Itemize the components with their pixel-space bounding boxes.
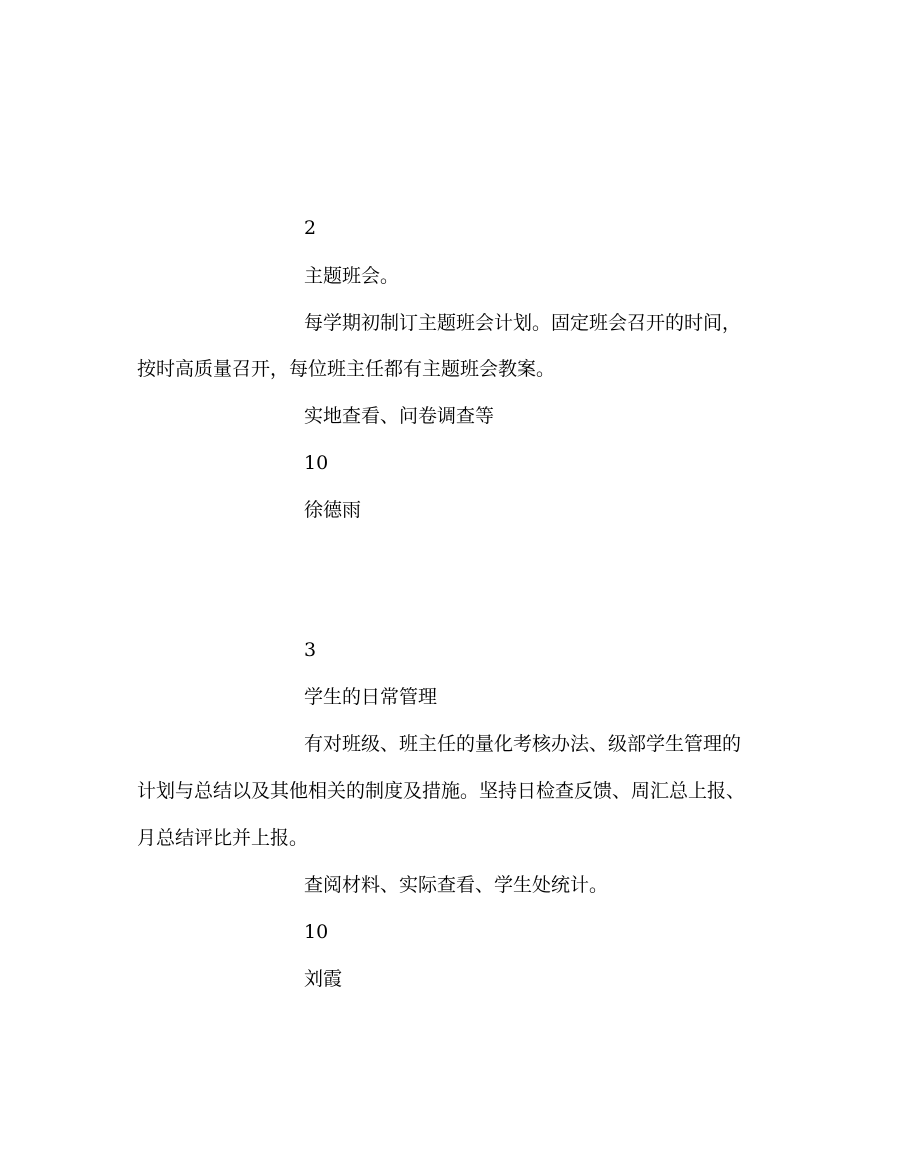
section-person: 徐德雨 [304, 499, 362, 521]
section-number: 2 [304, 217, 317, 239]
section-content-line: 月总结评比并上报。 [137, 827, 309, 849]
section-content-line: 每学期初制订主题班会计划。固定班会召开的时间， [304, 312, 742, 334]
section-title: 主题班会。 [304, 265, 400, 287]
section-score: 10 [304, 921, 329, 943]
section-method: 实地查看、问卷调查等 [304, 405, 495, 427]
section-number: 3 [304, 639, 317, 661]
section-person: 刘霞 [304, 968, 343, 990]
section-content-line: 按时高质量召开，每位班主任都有主题班会教案。 [137, 358, 556, 380]
section-content-line: 有对班级、班主任的量化考核办法、级部学生管理的 [304, 733, 742, 755]
section-score: 10 [304, 452, 329, 474]
section-title: 学生的日常管理 [304, 686, 438, 708]
section-content-line: 计划与总结以及其他相关的制度及措施。坚持日检查反馈、周汇总上报、 [137, 780, 746, 802]
section-method: 查阅材料、实际查看、学生处统计。 [304, 874, 609, 896]
